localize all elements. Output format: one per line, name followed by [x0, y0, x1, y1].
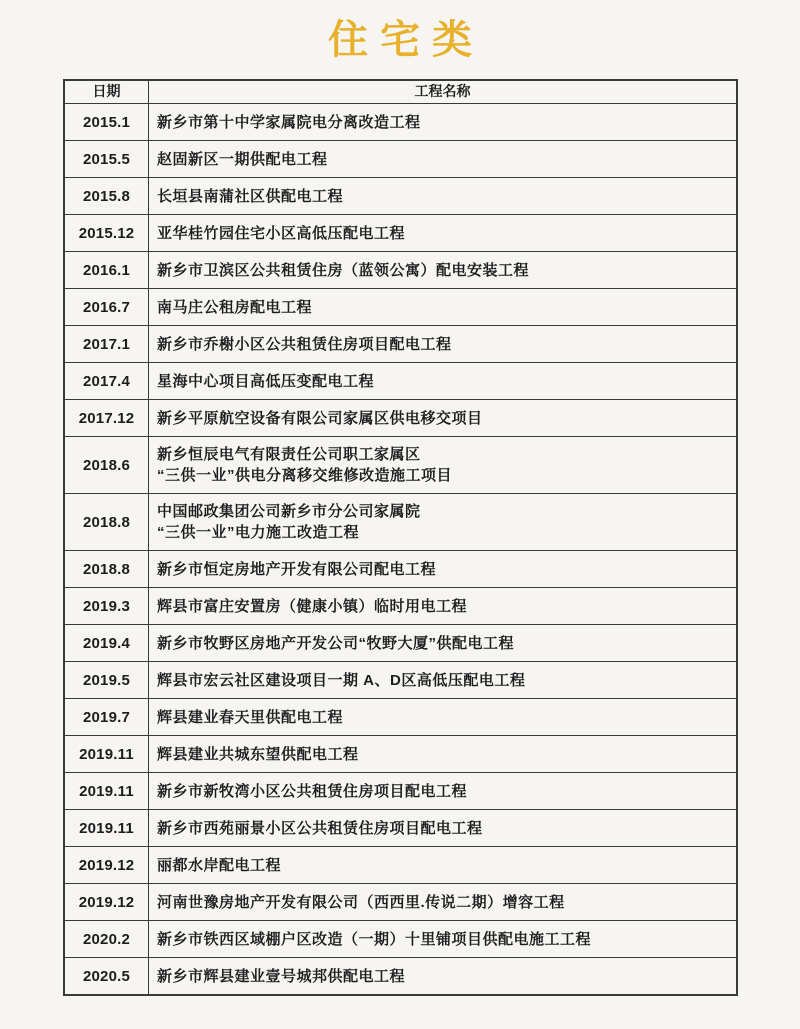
row-date: 2018.8: [65, 494, 149, 550]
row-project-name: 新乡市新牧湾小区公共租赁住房项目配电工程: [157, 782, 468, 800]
row-date: 2016.7: [65, 289, 149, 325]
row-project-name: 新乡恒辰电气有限责任公司职工家属区 “三供一业”供电分离移交维修改造施工项目: [157, 446, 453, 484]
row-project-name: 新乡市恒定房地产开发有限公司配电工程: [157, 560, 437, 578]
row-project-name: 新乡市西苑丽景小区公共租赁住房项目配电工程: [157, 819, 483, 837]
column-header-project-name: 工程名称: [414, 83, 471, 99]
table-row: [65, 400, 736, 437]
row-project-name: 辉县市富庄安置房（健康小镇）临时用电工程: [157, 597, 468, 615]
row-date: 2016.1: [65, 252, 149, 288]
table-row: [65, 141, 736, 178]
table-row: [65, 921, 736, 958]
table-row: [65, 289, 736, 326]
table-row: [65, 847, 736, 884]
row-project-name: 丽都水岸配电工程: [157, 856, 282, 874]
row-date: 2019.11: [65, 736, 149, 772]
row-project-name: 新乡市牧野区房地产开发公司“牧野大厦”供配电工程: [157, 634, 515, 652]
row-date: 2017.1: [65, 326, 149, 362]
row-project-name: 新乡平原航空设备有限公司家属区供电移交项目: [157, 409, 483, 427]
projects-table: [63, 79, 738, 996]
table-row: [65, 551, 736, 588]
table-row: [65, 699, 736, 736]
table-row: [65, 494, 736, 551]
row-date: 2015.5: [65, 141, 149, 177]
column-header-date: 日期: [65, 81, 149, 103]
table-row: [65, 884, 736, 921]
row-date: 2018.6: [65, 437, 149, 493]
row-date: 2015.1: [65, 104, 149, 140]
row-project-name: 辉县建业共城东望供配电工程: [157, 745, 359, 763]
table-row: [65, 588, 736, 625]
row-date: 2019.5: [65, 662, 149, 698]
row-project-name: 辉县市宏云社区建设项目一期 A、D区高低压配电工程: [157, 671, 526, 689]
table-row: [65, 662, 736, 699]
table-header-row: [65, 81, 736, 104]
row-project-name: 新乡市辉县建业壹号城邦供配电工程: [157, 967, 406, 985]
table-row: [65, 437, 736, 494]
row-date: 2019.7: [65, 699, 149, 735]
table-row: [65, 178, 736, 215]
row-project-name: 星海中心项目高低压变配电工程: [157, 372, 375, 390]
row-project-name: 河南世豫房地产开发有限公司（西西里.传说二期）增容工程: [157, 893, 565, 911]
table-row: [65, 326, 736, 363]
row-date: 2019.4: [65, 625, 149, 661]
row-project-name: 新乡市卫滨区公共租赁住房（蓝领公寓）配电安装工程: [157, 261, 530, 279]
row-date: 2017.4: [65, 363, 149, 399]
page-title: 住宅类: [328, 18, 484, 62]
table-row: [65, 252, 736, 289]
row-date: 2015.8: [65, 178, 149, 214]
row-project-name: 亚华桂竹园住宅小区高低压配电工程: [157, 224, 406, 242]
row-project-name: 长垣县南蒲社区供配电工程: [157, 187, 344, 205]
row-date: 2020.5: [65, 958, 149, 994]
row-project-name: 辉县建业春天里供配电工程: [157, 708, 344, 726]
table-row: [65, 625, 736, 662]
row-date: 2015.12: [65, 215, 149, 251]
row-date: 2019.11: [65, 773, 149, 809]
table-row: [65, 958, 736, 994]
row-project-name: 新乡市铁西区域棚户区改造（一期）十里铺项目供配电施工工程: [157, 930, 592, 948]
row-date: 2019.3: [65, 588, 149, 624]
row-project-name: 新乡市乔榭小区公共租赁住房项目配电工程: [157, 335, 452, 353]
table-row: [65, 810, 736, 847]
row-date: 2020.2: [65, 921, 149, 957]
row-date: 2017.12: [65, 400, 149, 436]
table-row: [65, 363, 736, 400]
row-project-name: 中国邮政集团公司新乡市分公司家属院 “三供一业”电力施工改造工程: [157, 503, 421, 541]
table-row: [65, 104, 736, 141]
row-date: 2019.12: [65, 847, 149, 883]
row-project-name: 新乡市第十中学家属院电分离改造工程: [157, 113, 421, 131]
row-project-name: 赵固新区一期供配电工程: [157, 150, 328, 168]
table-row: [65, 773, 736, 810]
table-rows: [65, 104, 736, 994]
row-date: 2019.11: [65, 810, 149, 846]
row-date: 2019.12: [65, 884, 149, 920]
table-row: [65, 736, 736, 773]
row-project-name: 南马庄公租房配电工程: [157, 298, 313, 316]
row-date: 2018.8: [65, 551, 149, 587]
table-row: [65, 215, 736, 252]
